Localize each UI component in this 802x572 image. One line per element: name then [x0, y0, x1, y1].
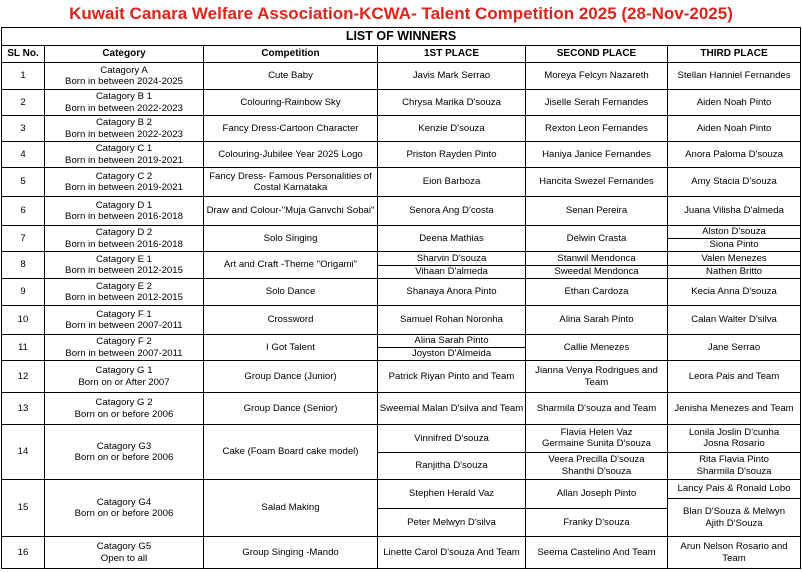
- category-name: Catagory G 2: [95, 397, 153, 408]
- table-row: [2, 425, 801, 480]
- category-born: Born in between 2019-2021: [65, 182, 183, 193]
- first-place-cell-split: [378, 252, 525, 278]
- first-place-cell: [378, 252, 526, 279]
- first-place-cell-split: [378, 335, 525, 360]
- header-sl: SL No.: [2, 46, 45, 63]
- first-place-cell: [378, 335, 526, 361]
- sl-no-cell: 10: [2, 306, 45, 335]
- third-place-cell: Jenisha Menezes and Team: [668, 393, 801, 425]
- competition-cell: Fancy Dress- Famous Personalities of Costal Karnataka: [204, 168, 378, 197]
- sl-no-cell: 15: [2, 480, 45, 537]
- category-born: Born in between 2022-2023: [65, 102, 183, 114]
- table-row: [2, 335, 801, 361]
- first-place-cell-entry: Sharvin D'souza: [416, 252, 487, 264]
- first-place-cell-entry: Stephen Herald Vaz: [408, 488, 495, 499]
- competition-cell: Salad Making: [204, 480, 378, 537]
- second-place-cell: Callie Menezes: [526, 335, 668, 361]
- third-place-cell-split: [668, 226, 800, 251]
- category-name: Catagory G5: [96, 541, 152, 552]
- first-place-cell: [378, 425, 526, 480]
- category-cell: [45, 197, 204, 226]
- category-born: Born in between 2007-2011: [65, 320, 183, 331]
- sl-no-cell: 6: [2, 197, 45, 226]
- category-born: Born on or before 2006: [74, 452, 174, 463]
- category-name: Catagory D 1: [95, 199, 153, 211]
- third-place-cell-entry: Valen Menezes: [701, 252, 767, 264]
- category-name: Catagory C 1: [95, 143, 153, 154]
- category-cell: [45, 335, 204, 361]
- table-row: [2, 279, 801, 306]
- competition-cell: Colouring-Rainbow Sky: [204, 90, 378, 116]
- third-place-cell-entry: Siona Pinto: [668, 239, 800, 252]
- first-place-cell-entry: Vinnifred D'souza: [414, 432, 489, 444]
- sl-no-cell: 11: [2, 335, 45, 361]
- competition-cell: Draw and Colour-"Muja Ganvchi Sobai": [204, 197, 378, 226]
- second-place-cell: Rexton Leon Fernandes: [526, 116, 668, 142]
- third-place-cell: Stellan Hanniel Fernandes: [668, 63, 801, 90]
- third-place-cell: Arun Nelson Rosario and Team: [668, 537, 801, 569]
- first-place-cell: Javis Mark Serrao: [378, 63, 526, 90]
- third-place-cell-split: [668, 252, 800, 278]
- category-born: Open to all: [100, 552, 148, 564]
- category-cell: [45, 361, 204, 393]
- category-born: Born in between 2019-2021: [65, 154, 183, 166]
- competition-cell: Cake (Foam Board cake model): [204, 425, 378, 480]
- table-row: [2, 90, 801, 116]
- second-place-cell: Hancita Swezel Fernandes: [526, 168, 668, 197]
- first-place-cell-entry: Alina Sarah Pinto: [414, 335, 489, 347]
- competition-cell: Crossword: [204, 306, 378, 335]
- third-place-cell-entry: Alston D'souza: [702, 226, 766, 238]
- category-born: Born on or before 2006: [74, 408, 174, 420]
- category-born: Born in between 2016-2018: [65, 211, 183, 222]
- category-name: Catagory G3: [96, 440, 152, 452]
- table-row: [2, 252, 801, 279]
- sl-no-cell: 13: [2, 393, 45, 425]
- second-place-cell: Haniya Janice Fernandes: [526, 142, 668, 168]
- second-place-cell: Moreya Felcyn Nazareth: [526, 63, 668, 90]
- sl-no-cell: 16: [2, 537, 45, 569]
- sl-no-cell: 12: [2, 361, 45, 393]
- first-place-cell-entry: Vihaan D'almeda: [378, 265, 525, 278]
- third-place-cell: Leora Pais and Team: [668, 361, 801, 393]
- sl-no-cell: 3: [2, 116, 45, 142]
- first-place-cell: Linette Carol D'souza And Team: [378, 537, 526, 569]
- category-name: Catagory D 2: [95, 227, 153, 238]
- category-name: Catagory G4: [96, 496, 152, 508]
- competition-cell: Group Singing -Mando: [204, 537, 378, 569]
- third-place-cell: [668, 252, 801, 279]
- third-place-cell-entry: Lancy Pais & Ronald Lobo: [677, 483, 791, 495]
- category-born: Born in between 2022-2023: [65, 128, 183, 140]
- second-place-cell-split: [526, 480, 667, 536]
- category-cell: [45, 279, 204, 306]
- sl-no-cell: 1: [2, 63, 45, 90]
- first-place-cell: Shanaya Anora Pinto: [378, 279, 526, 306]
- first-place-cell: Senora Ang D'costa: [378, 197, 526, 226]
- category-born: Born on or before 2006: [74, 508, 174, 519]
- category-name: Catagory B 1: [96, 91, 152, 102]
- competition-cell: Solo Singing: [204, 226, 378, 252]
- second-place-cell: Sharmila D'souza and Team: [526, 393, 668, 425]
- second-place-cell-split: [526, 252, 667, 278]
- table-row: [2, 361, 801, 393]
- header-third: THIRD PLACE: [668, 46, 801, 63]
- second-place-cell-entry: Stanwil Mendonca: [557, 252, 636, 264]
- first-place-cell: Samuel Rohan Noronha: [378, 306, 526, 335]
- second-place-cell-entry: Franky D'souza: [526, 508, 667, 536]
- category-name: Catagory A: [100, 64, 148, 76]
- second-place-cell: Seema Castelino And Team: [526, 537, 668, 569]
- table-subtitle: LIST OF WINNERS: [2, 28, 801, 46]
- first-place-cell: Sweemal Malan D'silva and Team: [378, 393, 526, 425]
- third-place-cell: Jane Serrao: [668, 335, 801, 361]
- third-place-cell: [668, 480, 801, 537]
- third-place-cell-entry: Lonila Joslin D'cunha Josna Rosario: [688, 426, 780, 450]
- category-born: Born in between 2016-2018: [65, 238, 183, 250]
- table-row: [2, 306, 801, 335]
- category-name: Catagory E 1: [96, 253, 152, 265]
- category-name: Catagory F 2: [96, 336, 152, 347]
- second-place-cell: Jianna Venya Rodrigues and Team: [526, 361, 668, 393]
- second-place-cell-entry: Veera Precilla D'souza Shanthi D'souza: [526, 452, 667, 479]
- third-place-cell-entry: Blan D'Souza & Melwyn Ajith D'Souza: [668, 499, 800, 536]
- second-place-cell: [526, 480, 668, 537]
- third-place-cell-entry: Rita Flavia Pinto Sharmila D'souza: [668, 452, 800, 479]
- sl-no-cell: 2: [2, 90, 45, 116]
- competition-cell: Solo Dance: [204, 279, 378, 306]
- table-row: [2, 393, 801, 425]
- third-place-cell-split: [668, 480, 800, 536]
- second-place-cell: Jiselle Serah Fernandes: [526, 90, 668, 116]
- category-cell: [45, 63, 204, 90]
- third-place-cell: [668, 226, 801, 252]
- category-name: Catagory G 1: [95, 365, 153, 376]
- first-place-cell: Chrysa Marika D'souza: [378, 90, 526, 116]
- category-cell: [45, 90, 204, 116]
- category-cell: [45, 142, 204, 168]
- first-place-cell: Kenzie D'souza: [378, 116, 526, 142]
- third-place-cell: Amy Stacia D'souza: [668, 168, 801, 197]
- sl-no-cell: 14: [2, 425, 45, 480]
- competition-cell: I Got Talent: [204, 335, 378, 361]
- first-place-cell: Priston Rayden Pinto: [378, 142, 526, 168]
- category-born: Born in between 2012-2015: [65, 292, 183, 303]
- first-place-cell-split: [378, 425, 525, 479]
- sl-no-cell: 5: [2, 168, 45, 197]
- category-cell: [45, 480, 204, 537]
- category-cell: [45, 116, 204, 142]
- first-place-cell: Deena Mathias: [378, 226, 526, 252]
- table-row: [2, 226, 801, 252]
- table-row: [2, 116, 801, 142]
- table-row: [2, 480, 801, 537]
- sl-no-cell: 4: [2, 142, 45, 168]
- second-place-cell: [526, 252, 668, 279]
- header-row: [2, 46, 801, 63]
- competition-cell: Art and Craft -Theme "Origami": [204, 252, 378, 279]
- category-name: Catagory E 2: [96, 280, 152, 292]
- header-category: Category: [45, 46, 204, 63]
- table-row: [2, 142, 801, 168]
- header-competition: Competition: [204, 46, 378, 63]
- table-row: [2, 63, 801, 90]
- first-place-cell-entry: Joyston D'Almeida: [378, 348, 525, 361]
- category-born: Born in between 2007-2011: [65, 347, 183, 359]
- second-place-cell-entry: Flavia Helen Vaz Germaine Sunita D'souza: [541, 426, 652, 450]
- table-row: [2, 197, 801, 226]
- second-place-cell: Alina Sarah Pinto: [526, 306, 668, 335]
- third-place-cell: Juana Vilisha D'almeda: [668, 197, 801, 226]
- third-place-cell: [668, 425, 801, 480]
- category-name: Catagory B 2: [96, 117, 152, 128]
- third-place-cell: Anora Paloma D'souza: [668, 142, 801, 168]
- first-place-cell: Eion Barboza: [378, 168, 526, 197]
- header-second: SECOND PLACE: [526, 46, 668, 63]
- first-place-cell: [378, 480, 526, 537]
- category-name: Catagory C 2: [95, 170, 153, 182]
- sl-no-cell: 9: [2, 279, 45, 306]
- third-place-cell: Calan Walter D'silva: [668, 306, 801, 335]
- header-first: 1ST PLACE: [378, 46, 526, 63]
- category-cell: [45, 226, 204, 252]
- first-place-cell-split: [378, 480, 525, 536]
- category-cell: [45, 425, 204, 480]
- third-place-cell: Kecia Anna D'souza: [668, 279, 801, 306]
- second-place-cell: Delwin Crasta: [526, 226, 668, 252]
- second-place-cell-entry: Sweedal Mendonca: [526, 265, 667, 278]
- category-cell: [45, 537, 204, 569]
- first-place-cell: Patrick Riyan Pinto and Team: [378, 361, 526, 393]
- page-title: Kuwait Canara Welfare Association-KCWA- Talent Competition 2025 (28-Nov-2025): [69, 4, 733, 23]
- sl-no-cell: 7: [2, 226, 45, 252]
- table-row: [2, 537, 801, 569]
- category-cell: [45, 393, 204, 425]
- third-place-cell: Aiden Noah Pinto: [668, 90, 801, 116]
- second-place-cell-entry: Allan Joseph Pinto: [556, 488, 637, 499]
- competition-cell: Colouring-Jubilee Year 2025 Logo: [204, 142, 378, 168]
- second-place-cell: Senan Pereira: [526, 197, 668, 226]
- second-place-cell: [526, 425, 668, 480]
- second-place-cell-split: [526, 425, 667, 479]
- competition-cell: Group Dance (Senior): [204, 393, 378, 425]
- category-cell: [45, 168, 204, 197]
- table-row: [2, 168, 801, 197]
- category-born: Born in between 2012-2015: [65, 265, 183, 276]
- category-cell: [45, 252, 204, 279]
- category-name: Catagory F 1: [96, 308, 152, 320]
- category-cell: [45, 306, 204, 335]
- sl-no-cell: 8: [2, 252, 45, 279]
- first-place-cell-entry: Peter Melwyn D'silva: [378, 508, 525, 536]
- competition-cell: Fancy Dress-Cartoon Character: [204, 116, 378, 142]
- winners-table: [1, 27, 801, 569]
- competition-cell: Cute Baby: [204, 63, 378, 90]
- first-place-cell-entry: Ranjitha D'souza: [378, 452, 525, 479]
- category-born: Born on or After 2007: [78, 376, 170, 388]
- third-place-cell-split: [668, 425, 800, 479]
- category-born: Born in between 2024-2025: [65, 76, 183, 87]
- third-place-cell-entry: Nathen Britto: [668, 265, 800, 278]
- second-place-cell: Ethan Cardoza: [526, 279, 668, 306]
- third-place-cell: Aiden Noah Pinto: [668, 116, 801, 142]
- competition-cell: Group Dance (Junior): [204, 361, 378, 393]
